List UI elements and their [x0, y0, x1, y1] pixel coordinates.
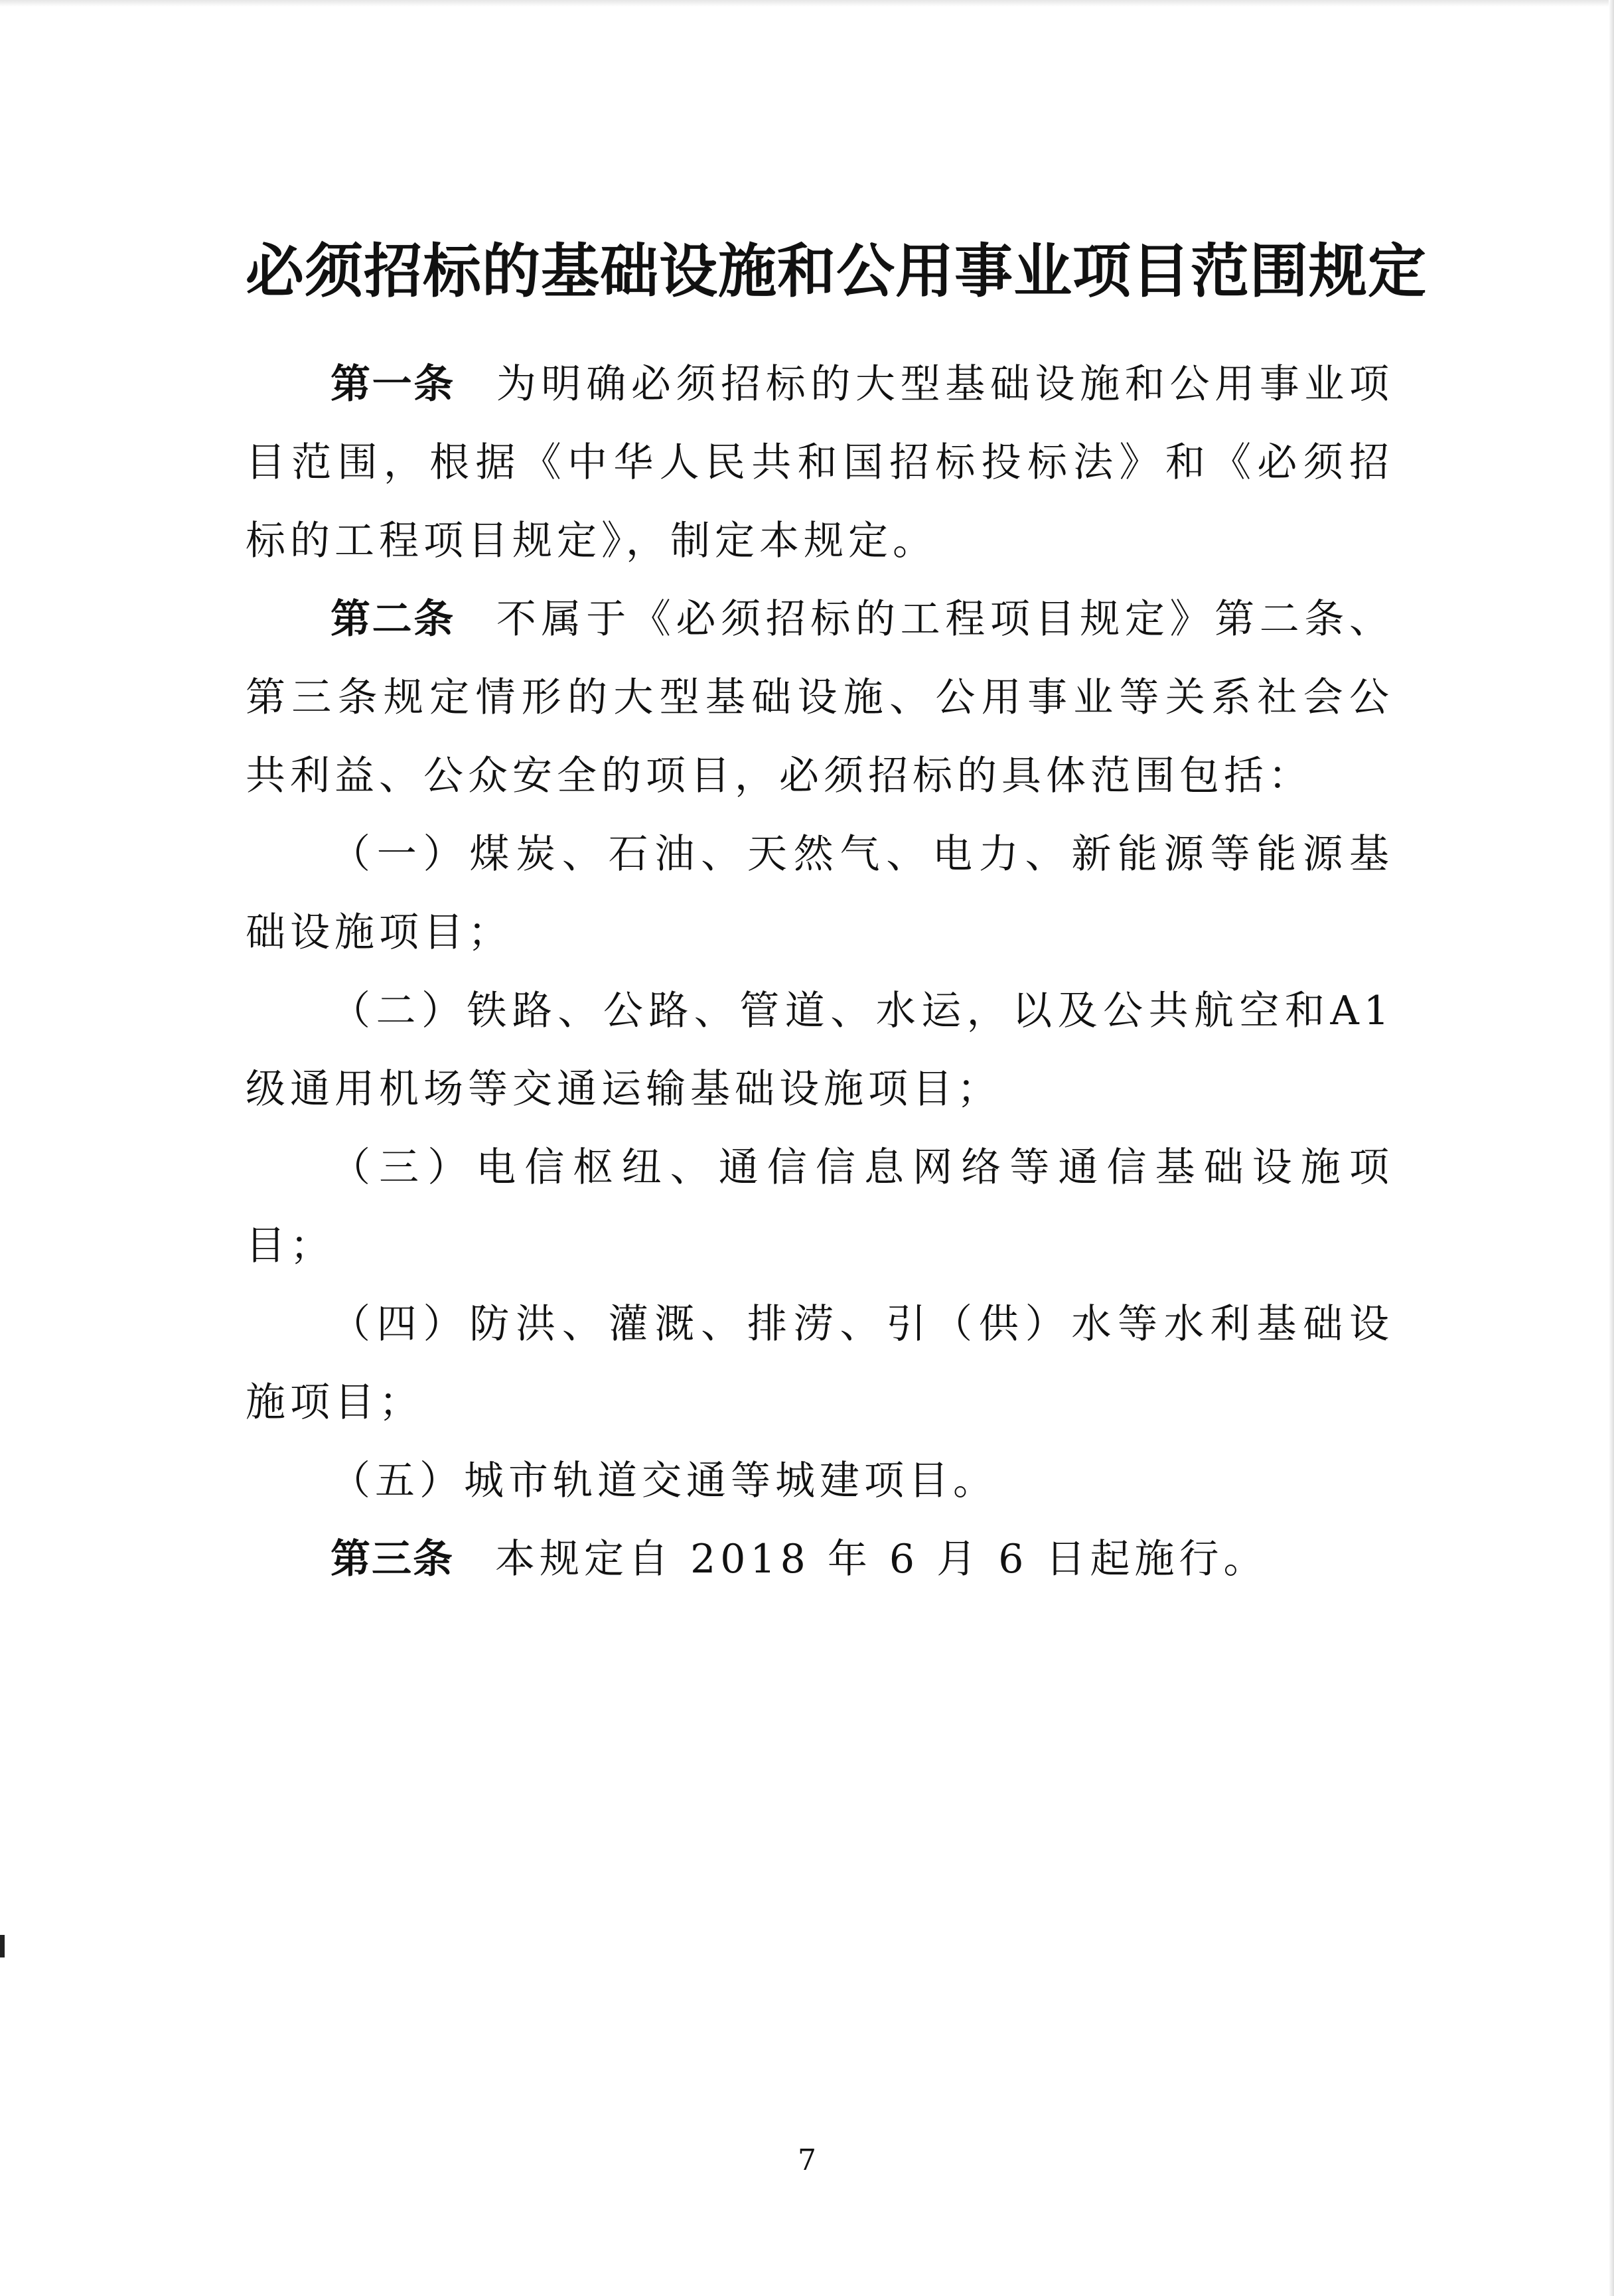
article-1-text: 为明确必须招标的大型基础设施和公用事业项目范围，根据《中华人民共和国招标投标法》和《必须招标的工程项目规定》，制定本规定。	[246, 361, 1394, 564]
list-item-2: （二）铁路、公路、管道、水运，以及公共航空和A1级通用机场等交通运输基础设施项目；	[246, 988, 1394, 1112]
article-2	[246, 580, 1394, 815]
article-3-label: 第三条	[330, 1536, 454, 1582]
article-1-label: 第一条	[330, 361, 455, 408]
binding-mark	[0, 1935, 5, 1957]
list-item-4: （四）防洪、灌溉、排涝、引（供）水等水利基础设施项目；	[246, 1301, 1394, 1426]
list-item-1: （一）煤炭、石油、天然气、电力、新能源等能源基础设施项目；	[246, 831, 1394, 956]
page-number: 7	[798, 2143, 816, 2177]
document-title: 必须招标的基础设施和公用事业项目范围规定	[246, 236, 1428, 305]
article-2-label: 第二条	[330, 596, 455, 643]
document-body	[246, 345, 1394, 1598]
list-item-5: （五）城市轨道交通等城建项目。	[330, 1458, 997, 1504]
scan-edge-right	[1609, 0, 1614, 2296]
list-item-3: （三）电信枢纽、通信信息网络等通信基础设施项目；	[246, 1144, 1394, 1269]
article-3	[246, 1520, 1394, 1598]
article-1	[246, 345, 1394, 580]
scan-edge-top	[0, 0, 1614, 7]
article-2-text: 不属于《必须招标的工程项目规定》第二条、第三条规定情形的大型基础设施、公用事业等关系社会公共利益、公众安全的项目，必须招标的具体范围包括：	[246, 596, 1394, 799]
article-3-text: 本规定自 2018 年 6 月 6 日起施行。	[495, 1536, 1268, 1582]
